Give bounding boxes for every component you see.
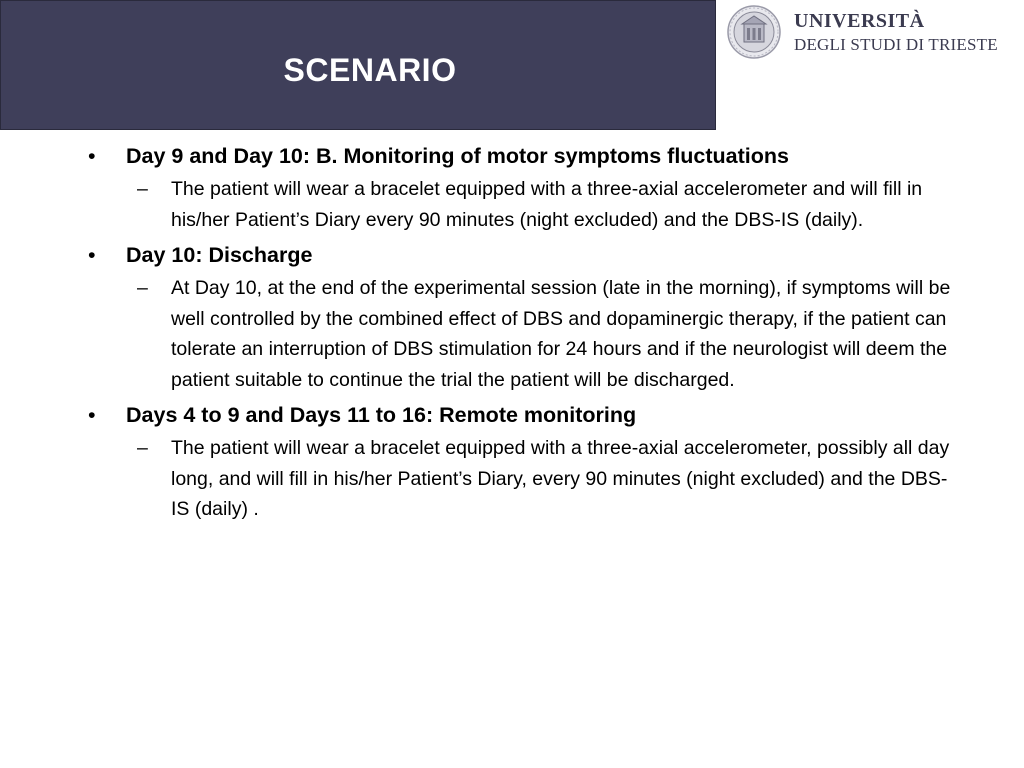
- bullet-heading: Days 4 to 9 and Days 11 to 16: Remote monitoring: [126, 403, 637, 427]
- bullet-icon: •: [88, 403, 96, 427]
- bullet-heading: Day 10: Discharge: [126, 243, 313, 267]
- university-name: UNIVERSITÀ: [794, 10, 925, 32]
- bullet-icon: •: [88, 144, 96, 168]
- university-seal-icon: [726, 4, 786, 60]
- bullet-icon: •: [88, 243, 96, 267]
- university-logo: [726, 4, 1022, 60]
- sub-item: [88, 273, 958, 395]
- sub-text: The patient will wear a bracelet equipped with a three-axial accelerometer, possibly all day long, and will fill in his/her Patient’s Diary, every 90 minutes (night excluded) and the DBS-IS (daily) .: [171, 437, 950, 520]
- sub-item: [88, 174, 958, 235]
- bullet-heading: Day 9 and Day 10: B. Monitoring of motor symptoms fluctuations: [126, 144, 789, 168]
- slide-title: SCENARIO: [283, 52, 457, 88]
- dash-icon: –: [137, 178, 148, 200]
- sub-text: At Day 10, at the end of the experimental session (late in the morning), if symptoms will be well controlled by the combined effect of DBS and dopaminergic therapy, if the patient can tolerate an interruption of DBS stimulation for 24 hours and if the neurologist will deem the patient suitable to continue the trial the patient will be discharged.: [171, 277, 951, 391]
- bullet-item: [88, 399, 958, 431]
- slide-content: [88, 136, 958, 529]
- bullet-item: [88, 140, 958, 172]
- bullet-item: [88, 239, 958, 271]
- sub-text: The patient will wear a bracelet equipped with a three-axial accelerometer and will fill in his/her Patient’s Diary every 90 minutes (night excluded) and the DBS-IS (daily).: [171, 178, 923, 231]
- sub-item: [88, 433, 958, 525]
- dash-icon: –: [137, 437, 148, 459]
- university-subtitle: DEGLI STUDI DI TRIESTE: [794, 35, 998, 54]
- dash-icon: –: [137, 277, 148, 299]
